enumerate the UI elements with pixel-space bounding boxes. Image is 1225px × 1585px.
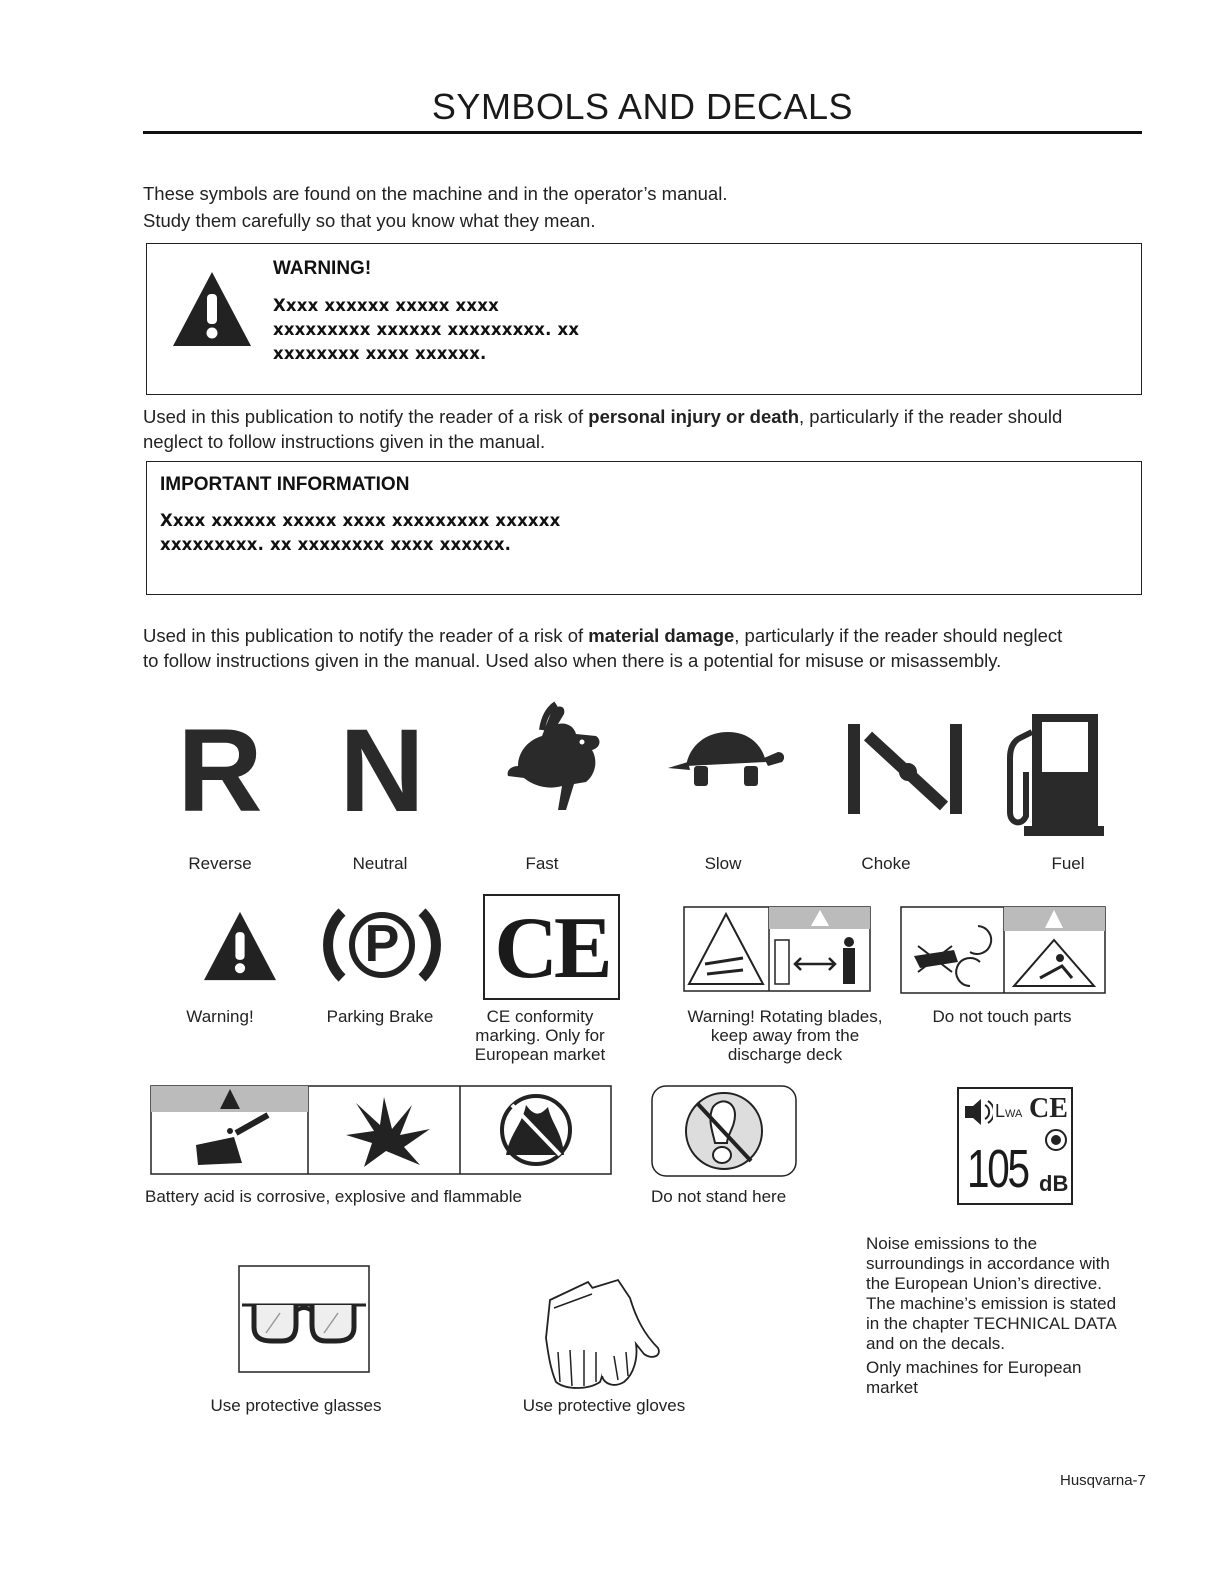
rabbit-icon (504, 700, 604, 818)
label-blades-line: keep away from the (710, 1026, 860, 1045)
no-step-icon (651, 1085, 797, 1177)
battery-hazard-decal (150, 1085, 612, 1175)
label-fast: Fast (525, 854, 559, 873)
parking-brake-icon (322, 902, 442, 988)
label-glasses: Use protective glasses (210, 1396, 382, 1415)
warning-line: Xxxx xxxxxx xxxxx xxxx (273, 296, 499, 315)
noise-unit: dB (1039, 1171, 1069, 1196)
info-note-text: Used in this publication to notify the reader of a risk of (143, 625, 589, 646)
warning-heading: WARNING! (273, 258, 372, 279)
label-fuel: Fuel (1051, 854, 1085, 873)
glasses-icon (238, 1265, 370, 1373)
info-line: Xxxx xxxxxx xxxxx xxxx xxxxxxxxx xxxxxx (160, 511, 561, 530)
noise-lwa-sub: WA (1005, 1108, 1023, 1120)
hand-hazard-decal-icon (900, 906, 1106, 994)
info-box (146, 461, 1142, 595)
label-ce-line: marking. Only for (475, 1026, 605, 1045)
info-note-line-2: to follow instructions given in the manual. Used also when there is a potential for misuse or misassembly. (143, 650, 1002, 671)
neutral-letter-icon: N (339, 705, 425, 837)
warning-triangle-icon (200, 910, 280, 982)
info-note (143, 623, 1143, 648)
label-neutral: Neutral (352, 854, 408, 873)
label-ce-line: CE conformity (486, 1007, 594, 1026)
intro-line-1: These symbols are found on the machine and in the operator’s manual. (143, 183, 728, 204)
choke-icon (846, 722, 966, 814)
noise-lwa-l: L (995, 1101, 1006, 1121)
warning-note-line-2: neglect to follow instructions given in the manual. (143, 431, 546, 452)
label-ce-line: European market (474, 1045, 606, 1064)
noise-text-line: and on the decals. (866, 1334, 1005, 1353)
noise-market-line: market (866, 1378, 918, 1397)
noise-text-line: in the chapter TECHNICAL DATA (866, 1314, 1117, 1333)
label-parking-brake: Parking Brake (326, 1007, 434, 1026)
noise-text-line: surroundings in accordance with (866, 1254, 1110, 1273)
gloves-icon (540, 1278, 664, 1392)
label-battery: Battery acid is corrosive, explosive and flammable (145, 1187, 522, 1206)
label-stand: Do not stand here (651, 1187, 787, 1206)
label-blades-line: discharge deck (727, 1045, 843, 1064)
warning-line: xxxxxxxxx xxxxxx xxxxxxxxx. xx (273, 320, 580, 339)
info-heading: IMPORTANT INFORMATION (160, 474, 410, 495)
noise-text-line: The machine’s emission is stated (866, 1294, 1117, 1313)
label-blades-line: Warning! Rotating blades, (687, 1007, 883, 1026)
noise-ce: CE (1029, 1093, 1068, 1124)
info-line: xxxxxxxxx. xx xxxxxxxx xxxx xxxxxx. (160, 535, 512, 554)
noise-text-line: Noise emissions to the (866, 1234, 1038, 1253)
ce-mark-text: CE (494, 900, 609, 997)
turtle-icon (666, 728, 786, 792)
ear-protection-icon (1045, 1129, 1067, 1151)
noise-market-line: Only machines for European (866, 1358, 1082, 1377)
label-touch: Do not touch parts (932, 1007, 1072, 1026)
warning-line: xxxxxxxx xxxx xxxxxx. (273, 344, 487, 363)
speaker-icon (963, 1095, 993, 1129)
page-number: Husqvarna-7 (1060, 1472, 1146, 1489)
label-warning: Warning! (186, 1007, 254, 1026)
title-rule (143, 131, 1142, 134)
intro-line-2: Study them carefully so that you know what they mean. (143, 210, 596, 231)
parking-letter: P (364, 915, 400, 973)
warning-triangle-icon (171, 270, 253, 348)
info-note-bold: material damage (588, 625, 735, 646)
noise-lwa (995, 1101, 1022, 1122)
label-choke: Choke (861, 854, 911, 873)
label-slow: Slow (704, 854, 742, 873)
info-note-text: , particularly if the reader should neglect (734, 625, 1063, 646)
label-gloves: Use protective gloves (522, 1396, 686, 1415)
ce-mark-icon (483, 894, 620, 1000)
warning-note (143, 404, 1143, 429)
noise-decal-icon (957, 1087, 1073, 1205)
reverse-letter-icon: R (177, 705, 263, 837)
warning-note-text: Used in this publication to notify the reader of a risk of (143, 406, 589, 427)
warning-box (146, 243, 1142, 395)
noise-value: 105 (967, 1139, 1028, 1199)
noise-text-line: the European Union’s directive. (866, 1274, 1102, 1293)
warning-note-bold: personal injury or death (588, 406, 800, 427)
label-reverse: Reverse (188, 854, 252, 873)
warning-note-text: , particularly if the reader should (799, 406, 1063, 427)
page-title: SYMBOLS AND DECALS (431, 86, 854, 127)
fuel-pump-icon (1004, 712, 1106, 836)
rotating-blades-decal-icon (683, 906, 871, 992)
